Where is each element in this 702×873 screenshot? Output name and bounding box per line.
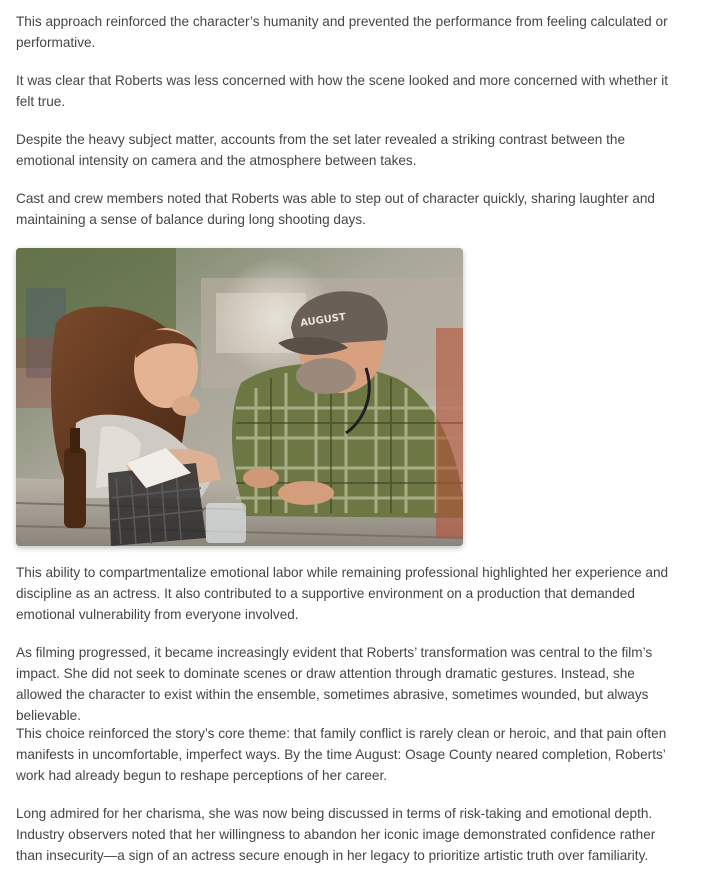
article-paragraph: This ability to compartmentalize emotional labor while remaining professional highlighted her experience and discipline as an actress. It also contributed to a supportive environment on a production that demanded emotional vulnerability from everyone involved. (16, 565, 669, 622)
article-paragraph: Cast and crew members noted that Roberts was able to step out of character quickly, sharing laughter and maintaining a sense of balance during long shooting days. (16, 191, 655, 227)
article-paragraph: It was clear that Roberts was less concerned with how the scene looked and more concerned with whether it felt true. (16, 73, 669, 109)
article-paragraph: This choice reinforced the story’s core theme: that family conflict is rarely clean or heroic, and that pain often manifests in uncomfortable, imperfect ways. By the time August: Osage County neared completion, Roberts’ work had already begun to reshape perceptions of her career. (16, 726, 667, 783)
article-paragraph: As filming progressed, it became increasingly evident that Roberts’ transformation was central to the film’s impact. She did not seek to dominate scenes or draw attention through dramatic gestures. Instead, she allowed the character to exist within the ensemble, sometimes abrasive, sometimes wounded, but always believable. (16, 645, 653, 723)
cap-text: AUGUST (299, 311, 347, 330)
photo-illustration (16, 248, 463, 546)
article-photo (16, 248, 463, 546)
article-paragraph: Despite the heavy subject matter, accounts from the set later revealed a striking contrast between the emotional intensity on camera and the atmosphere between takes. (16, 132, 626, 168)
article-paragraph: Long admired for her charisma, she was now being discussed in terms of risk-taking and emotional depth. Industry observers noted that her willingness to abandon her iconic image demonstrated confidence rather than insecurity—a sign of an actress secure enough in her legacy to prioritize artistic truth over familiarity. (16, 806, 656, 863)
article-paragraph: This approach reinforced the character’s humanity and prevented the performance from feeling calculated or performative. (16, 14, 668, 50)
